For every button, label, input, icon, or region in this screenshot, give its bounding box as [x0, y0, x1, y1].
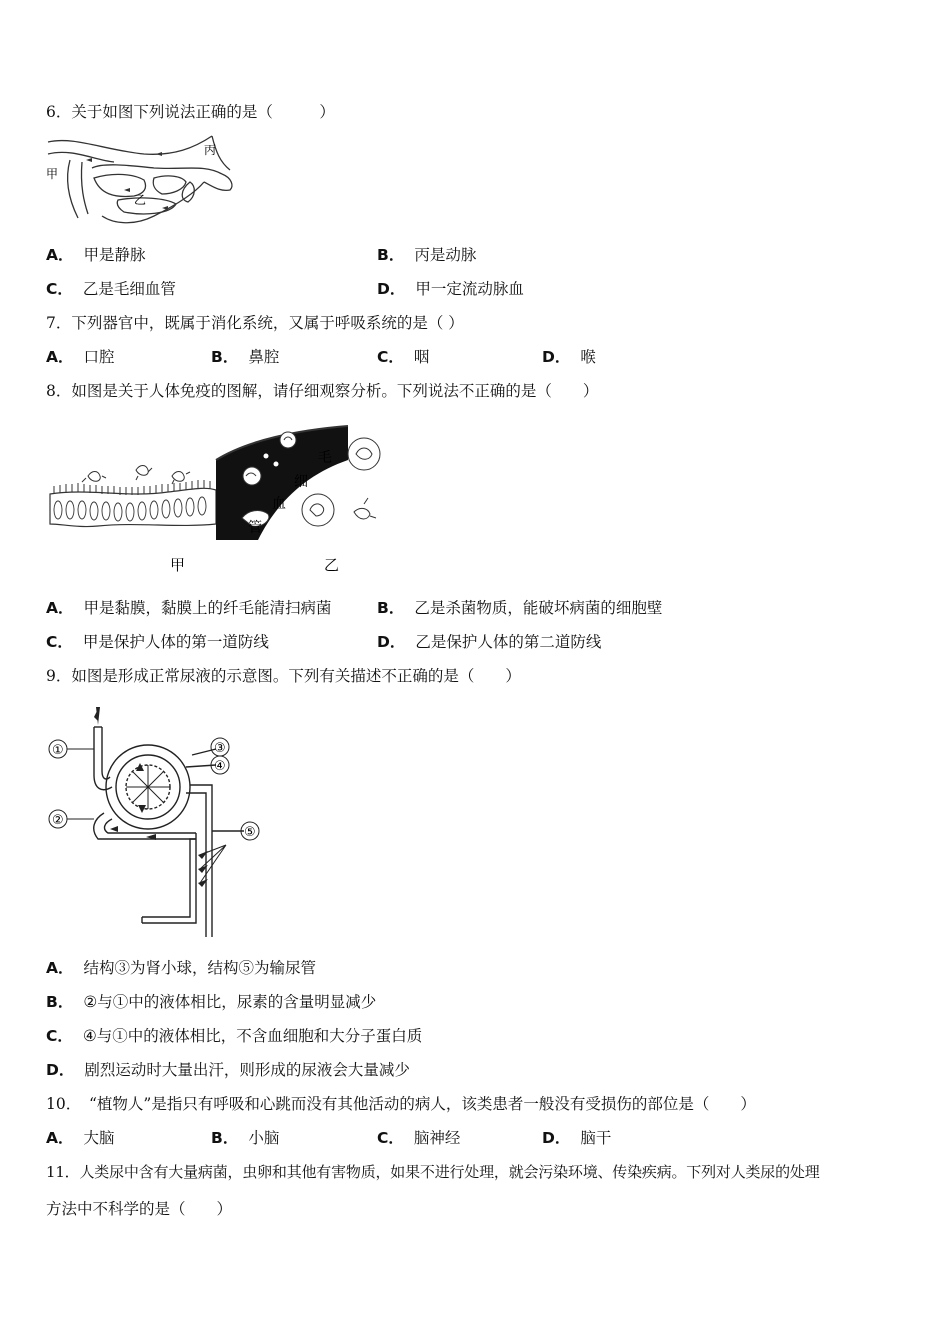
q10-option-b[interactable]: B． 小脑 — [211, 1129, 280, 1147]
q8-label-mao: 毛 — [318, 450, 332, 466]
q6-option-a[interactable]: A． 甲是静脉 — [46, 246, 146, 264]
q8-label-jia: 甲 — [170, 556, 186, 574]
q8-option-a[interactable]: A． 甲是黏膜，黏膜上的纤毛能清扫病菌 — [46, 599, 332, 617]
q6-option-b[interactable]: B． 丙是动脉 — [377, 246, 477, 264]
q9-label-4: ④ — [214, 759, 226, 774]
q10-option-a[interactable]: A． 大脑 — [46, 1129, 115, 1147]
q9-label-3: ③ — [214, 741, 226, 756]
q6-label-jia: 甲 — [46, 167, 59, 181]
q9-label-1: ① — [52, 743, 64, 758]
q9-option-b[interactable]: B． ②与①中的液体相比，尿素的含量明显减少 — [46, 993, 377, 1011]
q10-option-d[interactable]: D． 脑干 — [542, 1129, 612, 1147]
q10-stem: 10． “植物人”是指只有呼吸和心跳而没有其他活动的病人，该类患者一般没有受损伤的部位是（ ） — [46, 1095, 756, 1113]
q8-label-xue: 血 — [272, 496, 286, 512]
q9-label-2: ② — [52, 813, 64, 828]
q8-label-xi: 细 — [294, 474, 308, 490]
q7-option-c[interactable]: C． 咽 — [377, 348, 430, 366]
q7-option-a[interactable]: A． 口腔 — [46, 348, 115, 366]
q6-stem: 6．关于如图下列说法正确的是（ ） — [46, 103, 335, 121]
q8-option-d[interactable]: D． 乙是保护人体的第二道防线 — [377, 633, 602, 651]
q11-stem-line2: 方法中不科学的是（ ） — [46, 1200, 233, 1218]
q7-stem: 7．下列器官中，既属于消化系统，又属于呼吸系统的是（ ） — [46, 314, 464, 332]
q9-stem: 9．如图是形成正常尿液的示意图。下列有关描述不正确的是（ ） — [46, 667, 521, 685]
q7-option-b[interactable]: B． 鼻腔 — [211, 348, 280, 366]
mucosa-illustration — [50, 466, 216, 527]
q8-stem: 8．如图是关于人体免疫的图解，请仔细观察分析。下列说法不正确的是（ ） — [46, 382, 599, 400]
q9-option-d[interactable]: D． 剧烈运动时大量出汗，则形成的尿液会大量减少 — [46, 1061, 410, 1079]
q6-label-bing: 丙 — [204, 143, 217, 157]
q6-label-yi: 乙 — [134, 193, 147, 207]
q9-label-5: ⑤ — [244, 825, 256, 840]
q6-option-c[interactable]: C． 乙是毛细血管 — [46, 280, 176, 298]
q8-label-guan: 管 — [248, 520, 262, 536]
q10-option-c[interactable]: C． 脑神经 — [377, 1129, 461, 1147]
q7-option-d[interactable]: D． 喉 — [542, 348, 596, 366]
q9-nephron-figure — [46, 705, 266, 943]
q6-option-d[interactable]: D． 甲一定流动脉血 — [377, 280, 524, 298]
q11-stem-line1: 11．人类尿中含有大量病菌，虫卵和其他有害物质，如果不进行处理，就会污染环境、传染疾病。下列对人类尿的处理 — [46, 1163, 820, 1181]
q8-immunity-figure — [48, 420, 388, 580]
q6-blood-vessel-figure — [44, 132, 236, 232]
q8-option-c[interactable]: C． 甲是保护人体的第一道防线 — [46, 633, 269, 651]
q8-label-yi: 乙 — [324, 556, 340, 574]
q8-option-b[interactable]: B． 乙是杀菌物质，能破坏病菌的细胞壁 — [377, 599, 663, 617]
q9-option-a[interactable]: A． 结构③为肾小球，结构⑤为输尿管 — [46, 959, 317, 977]
q9-option-c[interactable]: C． ④与①中的液体相比，不含血细胞和大分子蛋白质 — [46, 1027, 423, 1045]
